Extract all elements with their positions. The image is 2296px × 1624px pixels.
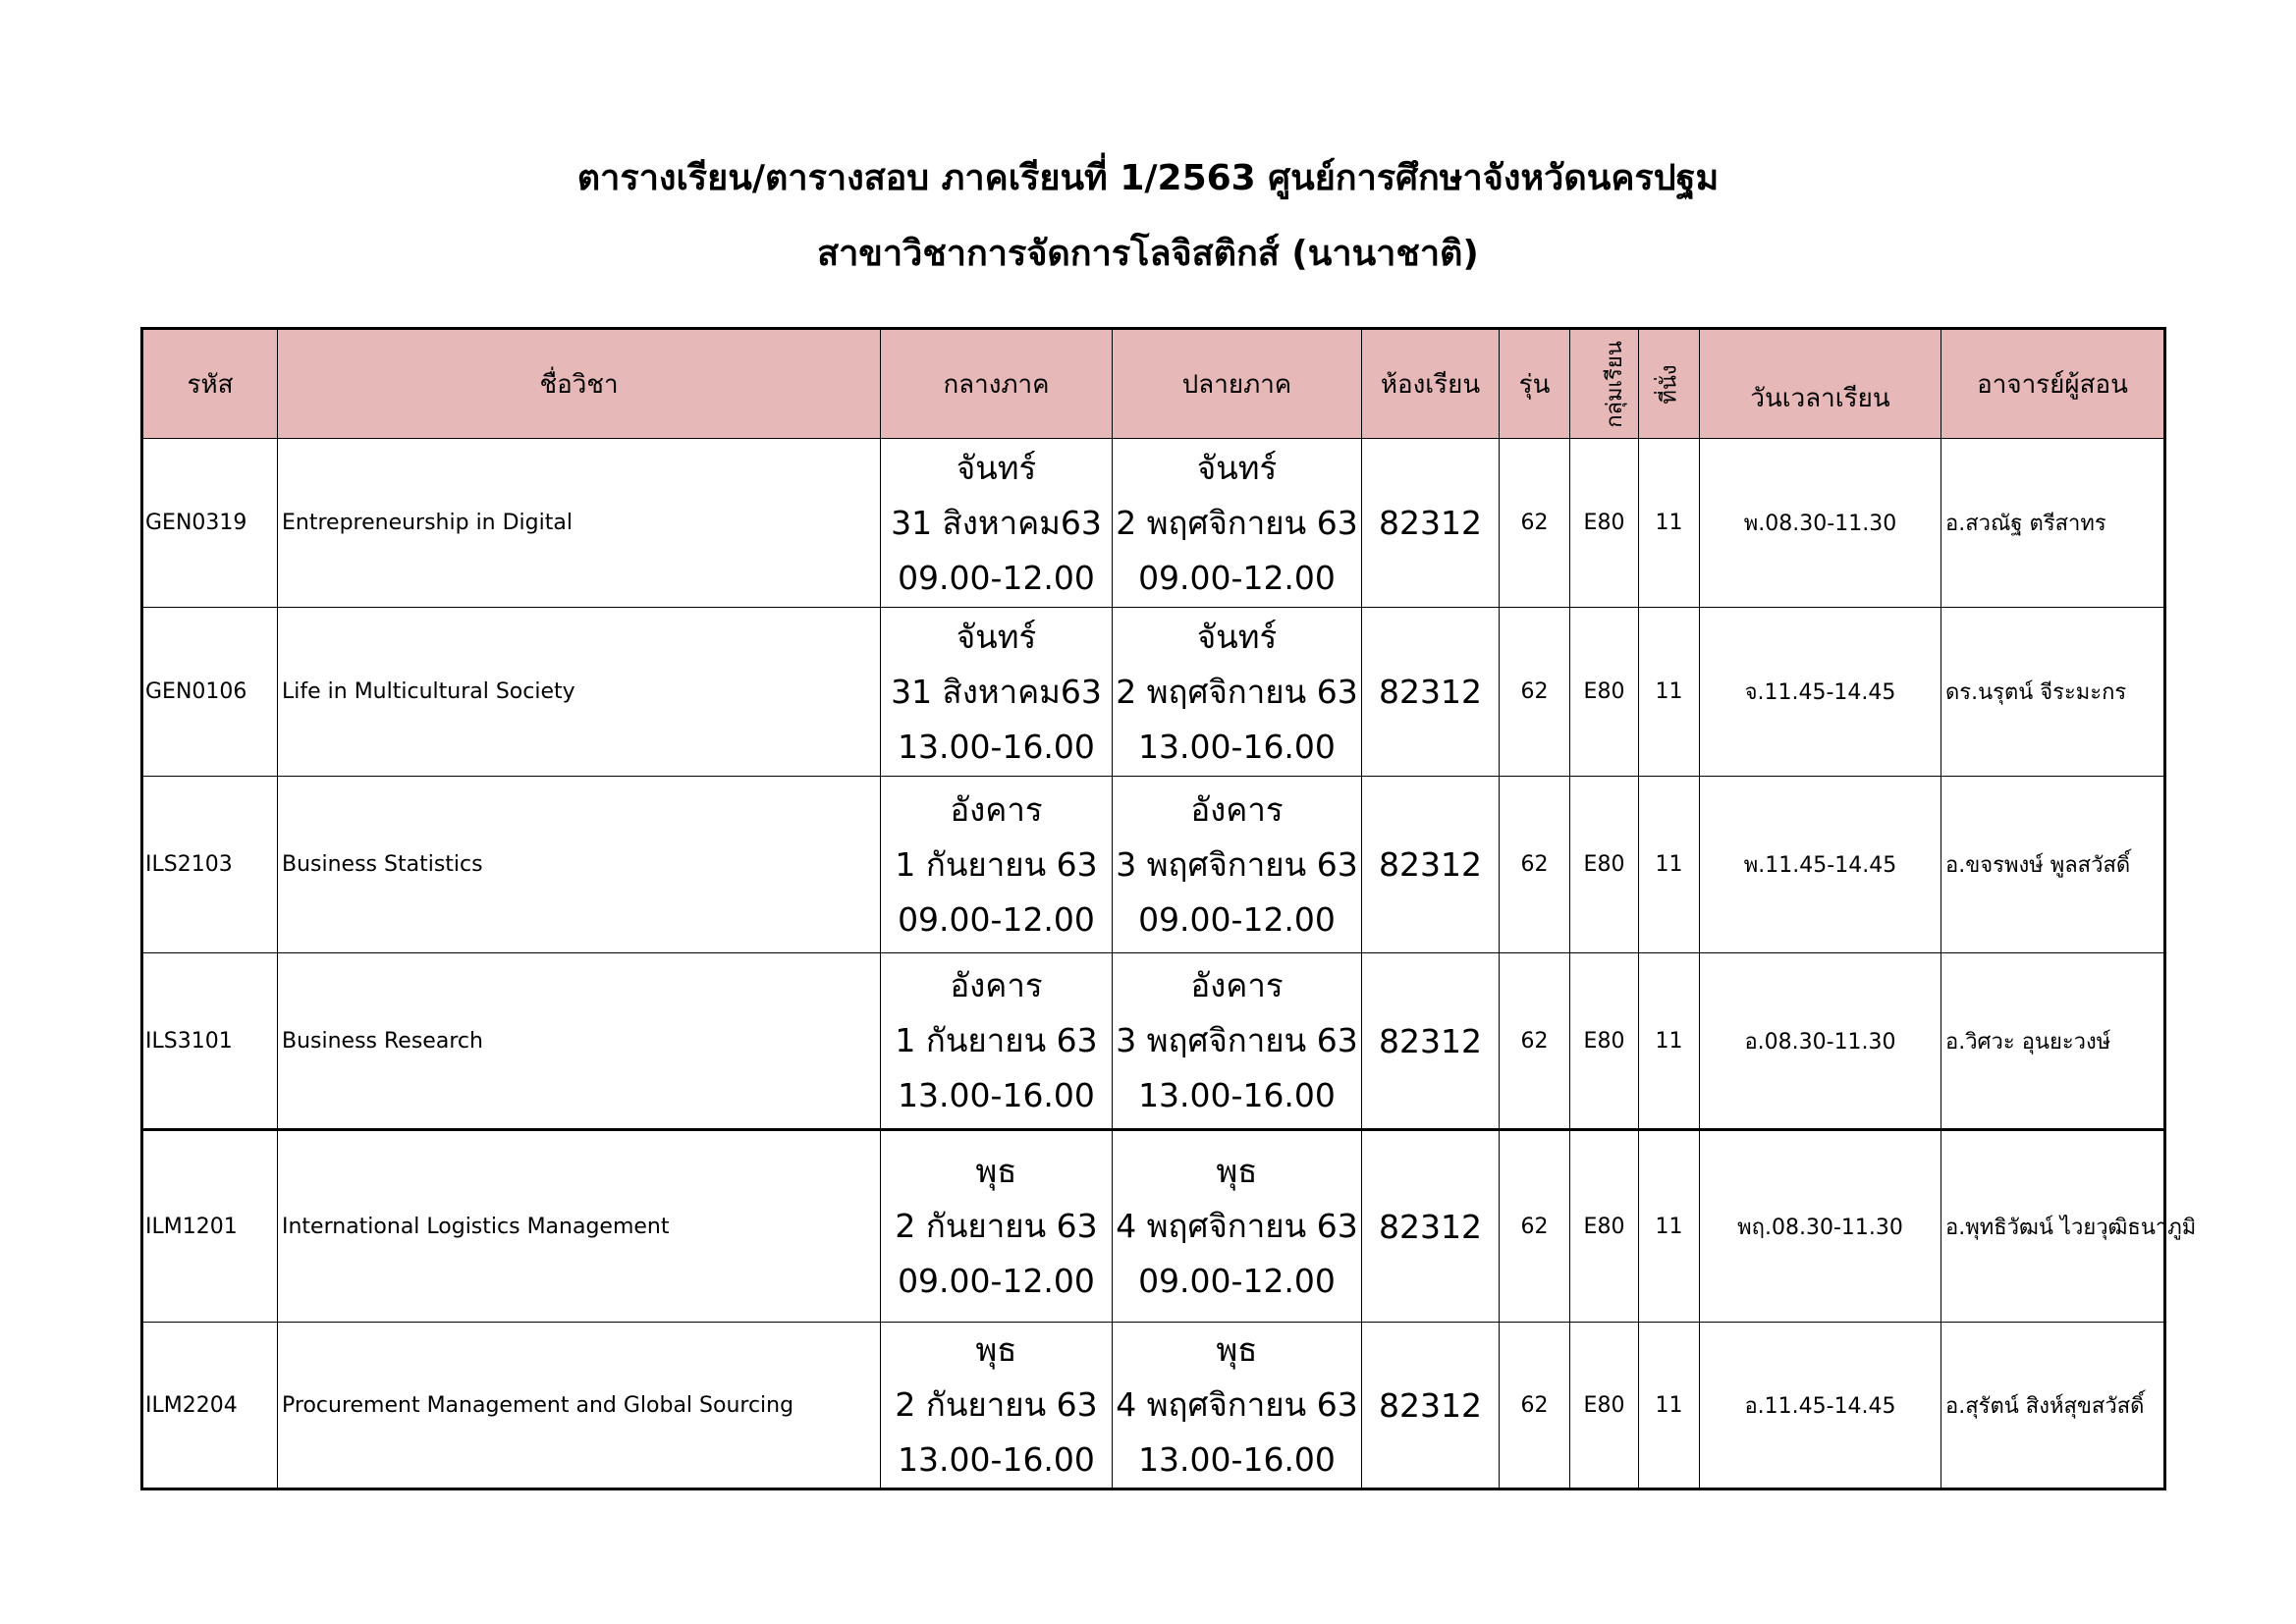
header-name: ชื่อวิชา [278,329,881,439]
room: 82312 [1362,953,1500,1130]
midterm-exam [881,439,1113,608]
midterm-date: 31 สิงหาคม63 [891,672,1102,711]
final-time: 13.00-16.00 [1138,727,1336,766]
teacher: อ.สวณัฐ ตรีสาทร [1941,439,2165,608]
course-name: Procurement Management and Global Sourcing [278,1323,881,1489]
course-name: International Logistics Management [278,1130,881,1323]
final-exam [1113,777,1362,953]
midterm-date: 2 กันยายน 63 [895,1385,1098,1424]
schedule-table [140,327,2197,1490]
room: 82312 [1362,777,1500,953]
room: 82312 [1362,1323,1500,1489]
room: 82312 [1362,439,1500,608]
teacher: อ.ขจรพงษ์ พูลสวัสดิ์ [1941,777,2165,953]
header-code: รหัส [142,329,278,439]
class-time: พ.08.30-11.30 [1700,439,1941,608]
final-time: 13.00-16.00 [1138,1076,1336,1114]
header-row [142,329,2165,439]
seats: 11 [1639,953,1700,1130]
room: 82312 [1362,608,1500,777]
final-date: 3 พฤศจิกายน 63 [1116,1021,1358,1059]
group: E80 [1570,439,1639,608]
batch: 62 [1500,1323,1570,1489]
midterm-time: 09.00-12.00 [898,1262,1095,1300]
page-subtitle: สาขาวิชาการจัดการโลจิสติกส์ (นานาชาติ) [817,234,1479,274]
midterm-exam [881,1323,1113,1489]
page-title: ตารางเรียน/ตารางสอบ ภาคเรียนที่ 1/2563 ศูนย์การศึกษาจังหวัดนครปฐม [576,158,1720,198]
final-day: จันทร์ [1196,617,1278,656]
midterm-exam [881,608,1113,777]
midterm-time: 13.00-16.00 [898,727,1095,766]
seats: 11 [1639,1323,1700,1489]
course-name: Business Statistics [278,777,881,953]
final-exam [1113,1323,1362,1489]
header-final: ปลายภาค [1113,329,1362,439]
final-day: จันทร์ [1196,448,1278,487]
teacher: อ.วิศวะ อุนยะวงษ์ [1941,953,2165,1130]
midterm-day: พุธ [975,1152,1017,1190]
midterm-day: จันทร์ [956,448,1037,487]
final-exam [1113,953,1362,1130]
midterm-date: 1 กันยายน 63 [895,1021,1098,1059]
midterm-exam [881,777,1113,953]
batch: 62 [1500,777,1570,953]
midterm-date: 2 กันยายน 63 [895,1207,1098,1245]
final-date: 2 พฤศจิกายน 63 [1116,503,1358,542]
teacher: ดร.นรุตน์ จีระมะกร [1941,608,2165,777]
midterm-date: 1 กันยายน 63 [895,844,1098,884]
class-time: อ.08.30-11.30 [1700,953,1941,1130]
header-teacher: อาจารย์ผู้สอน [1941,329,2165,439]
header-seats [1639,329,1700,439]
course-name: Business Research [278,953,881,1130]
teacher: อ.พุทธิวัฒน์ ไวยวุฒิธนาภูมิ [1941,1130,2165,1323]
final-time: 13.00-16.00 [1138,1440,1336,1479]
midterm-time: 13.00-16.00 [898,1440,1095,1479]
group: E80 [1570,608,1639,777]
final-date: 4 พฤศจิกายน 63 [1116,1385,1358,1424]
course-code: ILS2103 [142,777,278,953]
midterm-day: อังคาร [950,789,1043,829]
final-exam [1113,439,1362,608]
header-group-label: กลุ่มเรียน [1602,340,1627,428]
final-exam [1113,608,1362,777]
course-code: GEN0106 [142,608,278,777]
header-room: ห้องเรียน [1362,329,1500,439]
course-code: ILM1201 [142,1130,278,1323]
seats: 11 [1639,777,1700,953]
group: E80 [1570,1323,1639,1489]
final-date: 4 พฤศจิกายน 63 [1116,1207,1358,1245]
header-midterm: กลางภาค [881,329,1113,439]
midterm-time: 09.00-12.00 [898,558,1095,597]
final-day: อังคาร [1190,789,1284,829]
batch: 62 [1500,953,1570,1130]
seats: 11 [1639,1130,1700,1323]
midterm-exam [881,1130,1113,1323]
midterm-day: อังคาร [950,966,1043,1004]
course-code: GEN0319 [142,439,278,608]
final-time: 09.00-12.00 [1138,899,1336,939]
group: E80 [1570,777,1639,953]
seats: 11 [1639,608,1700,777]
header-group [1570,329,1639,439]
seats: 11 [1639,439,1700,608]
midterm-time: 13.00-16.00 [898,1076,1095,1114]
group: E80 [1570,953,1639,1130]
midterm-date: 31 สิงหาคม63 [891,503,1102,542]
final-day: พุธ [1216,1152,1258,1190]
midterm-day: จันทร์ [956,617,1037,656]
final-time: 09.00-12.00 [1138,558,1336,597]
final-day: อังคาร [1190,966,1284,1004]
table-row [142,439,2165,608]
teacher: อ.สุรัตน์ สิงห์สุขสวัสดิ์ [1941,1323,2165,1489]
batch: 62 [1500,439,1570,608]
course-code: ILM2204 [142,1323,278,1489]
table-row [142,1130,2165,1323]
group: E80 [1570,1130,1639,1323]
class-time: พฤ.08.30-11.30 [1700,1130,1941,1323]
course-code: ILS3101 [142,953,278,1130]
final-date: 2 พฤศจิกายน 63 [1116,672,1358,711]
batch: 62 [1500,1130,1570,1323]
midterm-exam [881,953,1113,1130]
midterm-day: พุธ [975,1330,1017,1369]
table-row [142,1323,2165,1489]
class-time: จ.11.45-14.45 [1700,608,1941,777]
final-date: 3 พฤศจิกายน 63 [1116,844,1358,884]
class-time: อ.11.45-14.45 [1700,1323,1941,1489]
class-time: พ.11.45-14.45 [1700,777,1941,953]
midterm-time: 09.00-12.00 [898,899,1095,939]
room: 82312 [1362,1130,1500,1323]
final-exam [1113,1130,1362,1323]
header-time: วันเวลาเรียน [1700,329,1941,439]
table-row [142,777,2165,953]
header-batch: รุ่น [1500,329,1570,439]
final-time: 09.00-12.00 [1138,1262,1336,1300]
table-row [142,953,2165,1130]
batch: 62 [1500,608,1570,777]
table-row [142,608,2165,777]
course-name: Life in Multicultural Society [278,608,881,777]
course-name: Entrepreneurship in Digital [278,439,881,608]
final-day: พุธ [1216,1330,1258,1369]
header-seats-label: ที่นั่ง [1657,363,1682,405]
